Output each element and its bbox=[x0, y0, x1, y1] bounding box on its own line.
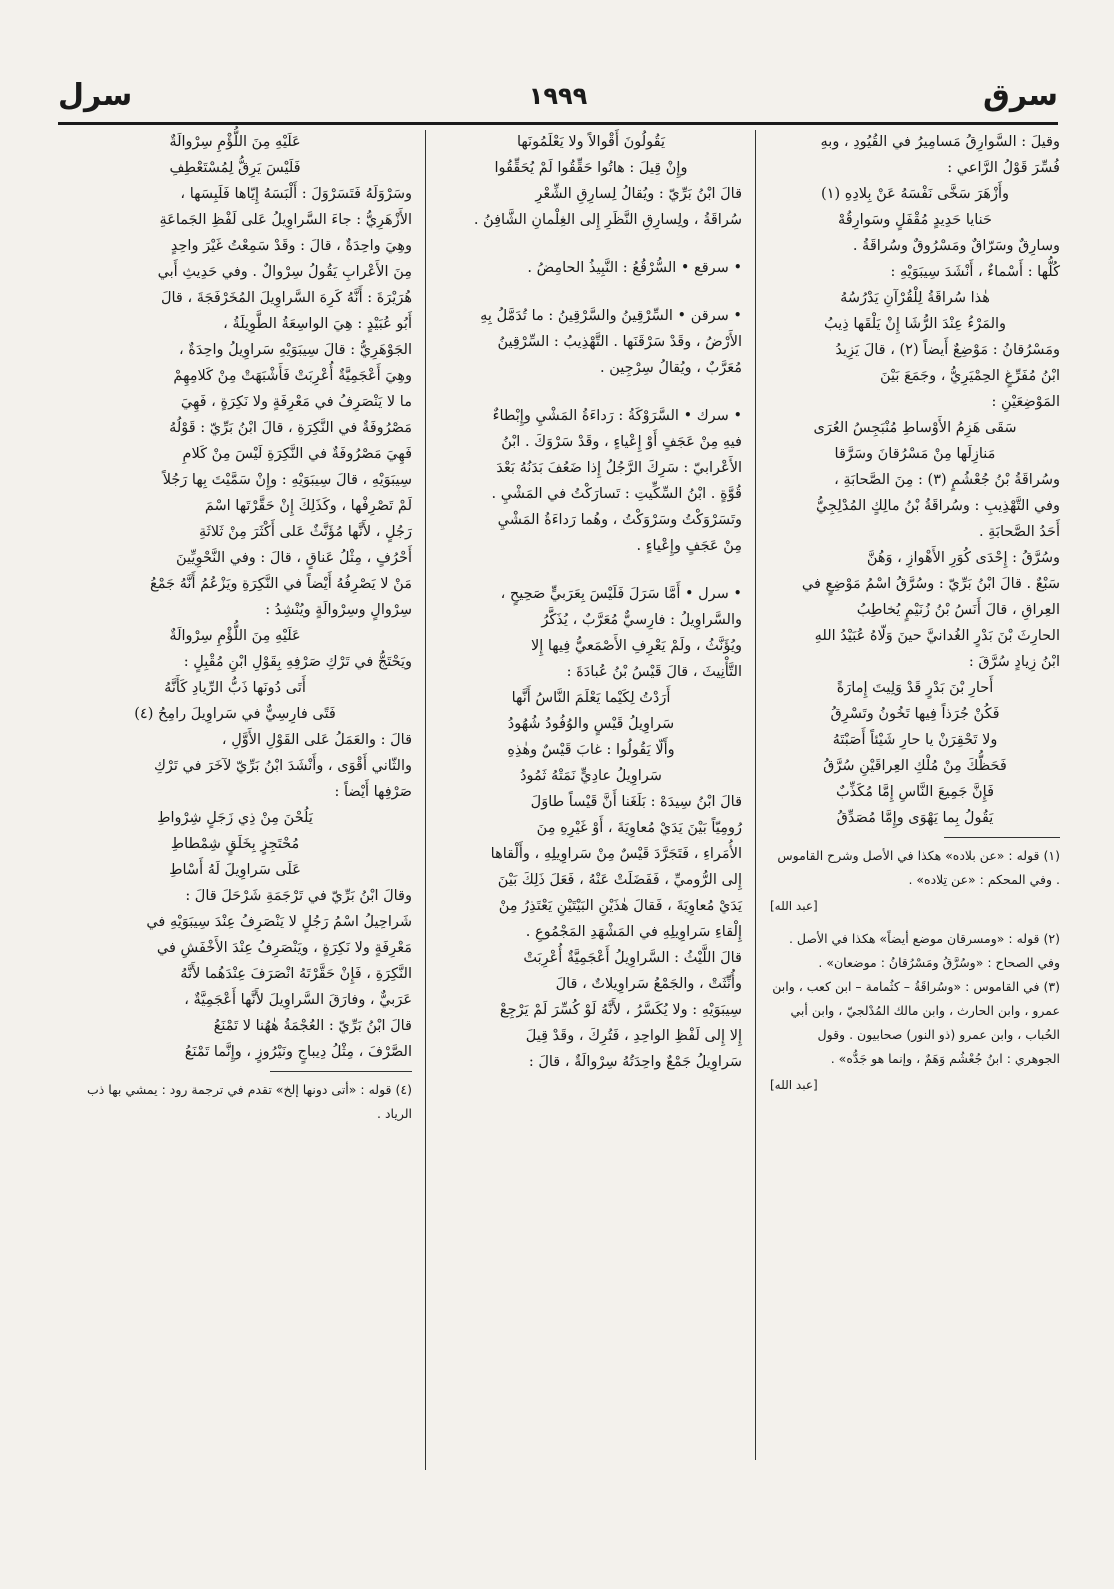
footnote: (٢) قوله : «ومسرقان موضع أيضاً» هكذا في الأصل . وفي الصحاح : «وسُرَّقُ ومَسْرُقانُ : موضعان» . bbox=[788, 931, 1060, 970]
verse-line: مَنازِلَها مِنْ مَسْرُقانَ وسَرَّقا bbox=[834, 446, 996, 462]
running-header bbox=[58, 78, 1058, 118]
text-line: رُومِيّاً بَيْنَ يَدَيْ مُعاوِيَةَ ، أَوْ غَيْرِهِ مِنَ bbox=[536, 820, 742, 836]
text-line: وأُنِّثَتْ ، والجَمْعُ سَراوِيلاتٌ ، قالَ bbox=[555, 976, 742, 992]
verse-line: يَلُحْنَ مِنْ ذِي زَجَلٍ شِرْواطِ bbox=[157, 810, 313, 826]
verse-line: سَراوِيلُ عادِيٍّ نَمَتْهُ ثَمُودُ bbox=[520, 768, 662, 784]
verse-line: فَإِنَّ جَمِيعَ النَّاسِ إِمَّا مُكَذِّبٌ bbox=[835, 784, 995, 800]
text-line: قالَ ابْنُ بَرِّيّ : ويُقالُ لِسارِقِ الشِّعْرِ bbox=[535, 186, 742, 202]
text-line: وسُراقَةُ بْنُ جُعْشُمٍ (٣) : مِنَ الصَّحابَةِ ، bbox=[834, 472, 1060, 488]
text-line: وسُرَّقُ : إِحْدَى كُوَرِ الأَهْوازِ ، وَهُنَّ bbox=[866, 550, 1060, 566]
text-line: • سرل • أَمَّا سَرَلَ فَلَيْسَ بِعَرَبيٍّ صَحِيحٍ ، bbox=[500, 586, 742, 602]
text-line: سَبْعٌ . قالَ ابْنُ بَرِّيّ : وسُرَّقُ اسْمُ مَوْضِعٍ في bbox=[801, 576, 1060, 592]
text-line: العِراقِ ، قالَ أَنَسُ بْنُ زُنَيْمٍ يُخاطِبُ bbox=[856, 602, 1060, 618]
verse-line: فَكُنْ جُرَذاً فِيها تَخُونُ وتَسْرِقُ bbox=[830, 706, 1000, 722]
column-left bbox=[58, 130, 412, 1510]
text-line: والسَّراوِيلُ : فارِسيٌّ مُعَرَّبٌ ، يُذَكَّرُ bbox=[541, 612, 742, 628]
text-line: • سرقن • السِّرْقِينُ والسَّرْقِينُ : ما تُدَمَّلُ بِهِ bbox=[480, 308, 742, 324]
footnote: (٣) في القاموس : «وسُراقَةُ – كثُمامة – ابن كعب ، وابن عمرو ، وابن الحارث ، وابن مالك المُدْلجيّ ، وابن أبي الحُباب ، وابن عمرو (ذو النور) صحابيون . وقول الجوهري : ابنُ جُعْشُم وَهَمٌ ، وإنما هو جَدُّه» . bbox=[772, 979, 1060, 1066]
text-line: وفي التَّهْذِيبِ : وسُراقَةُ بْنُ مالِكٍ المُدْلِجِيُّ bbox=[815, 498, 1060, 514]
text-line: ومَسْرُقانُ : مَوْضِعٌ أَيضاً (٢) ، قالَ يَزِيدُ bbox=[835, 342, 1060, 358]
text-line: قالَ اللَّيْثُ : السَّراوِيلُ أَعْجَمِيَّةٌ أُعْرِبَتْ bbox=[523, 950, 742, 966]
verse-line: هٰذا سُراقَةُ لِلْقُرْآنِ يَدْرُسُهُ bbox=[840, 290, 990, 306]
column-divider bbox=[755, 130, 756, 1460]
text-line: مُعَرَّبٌ ، ويُقالُ سِرْجِين . bbox=[600, 360, 742, 376]
footnote-rule bbox=[270, 1071, 412, 1072]
column-right-footnotes bbox=[770, 844, 1060, 1098]
verse-line: أَتَى دُونَها ذَبُّ الرِّيادِ كَأَنَّهُ bbox=[164, 680, 306, 696]
verse-line: سَراوِيلُ قَيْسٍ والوُفُودُ شُهُودُ bbox=[507, 716, 675, 732]
text-line: الحارِثَ بْنَ بَدْرٍ الغُدانيَّ حينَ وَلّاهُ عُبَيْدُ اللهِ bbox=[814, 628, 1060, 644]
verse-line: وأَلّا يَقُولُوا : غابَ قَيْسٌ وهٰذِهِ bbox=[507, 742, 675, 758]
text-line: إِلى الرُّوميِّ ، فَفَضَلَتْ عَنْهُ ، فَعَلَ ذَلِكَ بَيْنَ bbox=[497, 872, 742, 888]
page-number: ١٩٩٩ bbox=[528, 82, 588, 110]
text-line: أَحَدُ الصَّحابَةِ . bbox=[978, 524, 1060, 540]
footnote-rule bbox=[944, 837, 1060, 838]
verse-line: وأَزْهَرَ سَخَّى نَفْسَهُ عَنْ بِلادِهِ (١) bbox=[821, 186, 1009, 202]
verse-line: أَحارِ بْنَ بَدْرٍ قَدْ وَلِيتَ إِمارَةً bbox=[836, 680, 994, 696]
text-line: الأُمَراءِ ، فَتَجَرَّدَ قَيْسٌ مِنْ سَراوِيلِهِ ، وأَلْقاها bbox=[490, 846, 742, 862]
text-line: أَحْرُفٍ ، مِثْلُ عَناقٍ ، قالَ : وفي النَّحْوِيِّينَ bbox=[176, 550, 412, 566]
text-line: وهِيَ واحِدَةٌ ، قالَ : وقَدْ سَمِعْتُ غَيْرَ واحِدٍ bbox=[170, 238, 412, 254]
footnote: (٤) قوله : «أتى دونها إلخ» تقدم في ترجمة رود : يمشي بها ذب الرياد . bbox=[86, 1082, 412, 1121]
text-line: فُسِّرَ قَوْلُ الرَّاعي : bbox=[947, 160, 1060, 176]
text-line: قالَ ابْنُ بَرِّيّ : العُجْمَةُ هٰهُنا لا تَمْنَعُ bbox=[213, 1018, 412, 1034]
text-line: قالَ ابْنُ سِيدَهْ : بَلَغَنا أَنَّ قَيْساً طاوَلَ bbox=[530, 794, 742, 810]
text-line: الأَرْضُ ، وقَدْ سَرْقَنَها . التَّهْذِيبُ : السِّرْقِينُ bbox=[497, 334, 742, 350]
text-line: إِلا إِلى لَفْظِ الواحِدِ ، فَتُرِكَ ، وقَدْ قِيلَ bbox=[525, 1028, 742, 1044]
text-line: وهِيَ أَعْجَمِيَّةٌ أُعْرِبَتْ فَأَشْبَهَتْ مِنْ كَلامِهِمْ bbox=[173, 368, 412, 384]
column-right bbox=[770, 130, 1060, 1480]
text-line: سِيبَوَيْهِ ، قالَ سِيبَوَيْهِ : وإِنْ سَمَّيْتَ بِها رَجُلاً bbox=[162, 472, 412, 488]
text-line: سُراقَةُ ، ولِسارِقِ النَّظَرِ إِلى الغِلْمانِ الشَّافِنُ . bbox=[473, 212, 742, 228]
text-line: فيهِ مِنْ عَجَفٍ أَوْ إِعْياءٍ ، وقَدْ سَرْوَكَ . ابْنُ bbox=[501, 434, 742, 450]
verse-line: يَقُولُونَ أَقْوالاً ولا يَعْلَمُونَها bbox=[516, 134, 666, 150]
text-line: سَراوِيلُ جَمْعٌ واحِدَتُهُ سِرْوالَةٌ ، قالَ : bbox=[528, 1054, 742, 1070]
text-line: رَجُلٍ ، لأَنَّها مُؤَنَّثٌ عَلى أَكْثَرَ مِنْ ثَلاثَةِ bbox=[199, 524, 412, 540]
column-left-text bbox=[58, 130, 412, 1065]
text-line: الصَّرْفَ ، مِثْلُ دِيباجٍ ونَيْرُوزٍ ، وإِنَّما تَمْنَعُ bbox=[184, 1044, 412, 1060]
column-divider bbox=[425, 130, 426, 1470]
text-line: مَعْرِفَةٍ ولا نَكِرَةٍ ، ويَنْصَرِفُ عِنْدَ الأَخْفَشِ في bbox=[156, 940, 412, 956]
text-line: وسارِقٌ وسَرّاقٌ ومَسْرُوقٌ وسُراقَةُ . bbox=[852, 238, 1060, 254]
text-line: سِرْوالٍ وسِرْوالَةٍ ويُنْشِدُ : bbox=[265, 602, 412, 618]
text-line: مَصْرُوفَةٌ في النَّكِرَةِ ، قالَ ابْنُ بَرِّيّ : قَوْلُهُ bbox=[169, 420, 412, 436]
entry-gap bbox=[440, 560, 742, 582]
entry-gap bbox=[440, 282, 742, 304]
text-line: يَدَيْ مُعاوِيَةَ ، فَقالَ هٰذَيْنِ البَيْتَيْنِ يَعْتَذِرُ مِنْ bbox=[498, 898, 742, 914]
text-line: ما لا يَنْصَرِفُ في مَعْرِفَةٍ ولا نَكِرَةٍ ، فَهِيَ bbox=[180, 394, 412, 410]
verse-line: سَقَى هَزِمُ الأَوْساطِ مُنْبَجِسُ العُرَى bbox=[813, 420, 1017, 436]
header-left-word: سرل bbox=[58, 78, 133, 113]
text-line: الجَوْهَرِيُّ : قالَ سِيبَوَيْهِ سَراوِيلُ واحِدَةٌ ، bbox=[179, 342, 412, 358]
header-rule bbox=[58, 122, 1058, 125]
text-line: شَراحِيلُ اسْمُ رَجُلٍ لا يَنْصَرِفُ عِنْدَ سِيبَوَيْهِ في bbox=[146, 914, 412, 930]
text-line: أَبُو عُبَيْدٍ : هِيَ الواسِعَةُ الطَّوِيلَةُ ، bbox=[223, 316, 412, 332]
text-line: الأَزْهَرِيُّ : جاءَ السَّراوِيلُ عَلى لَفْظِ الجَماعَةِ bbox=[159, 212, 412, 228]
verse-line: ولا تَحْقِرَنْ يا حارِ شَيْئاً أَصَبْتَهُ bbox=[832, 732, 998, 748]
text-line: • سرك • السَّرَوْكَةُ : رَداءَةُ المَشْيِ وإِبْطاءٌ bbox=[492, 408, 742, 424]
verse-line: عَلَيْهِ مِنَ اللُّؤْمِ سِرْوالَةٌ bbox=[169, 628, 301, 644]
verse-line: فَلَيْسَ يَرِقُّ لِمُسْتَعْطِفِ bbox=[169, 160, 301, 176]
verse-line: وإِنْ قِيلَ : هاتُوا حَقِّقُوا لَمْ يُحَقِّقُوا bbox=[494, 160, 688, 176]
verse-line: فَتًى فارِسِيٌّ في سَراوِيلَ رامِحُ (٤) bbox=[134, 706, 336, 722]
verse-line: حَنايا حَدِيدٍ مُقْفَلٍ وسَوارِقُهْ bbox=[837, 212, 993, 228]
column-middle bbox=[440, 130, 742, 1510]
header-right-word: سرق bbox=[983, 78, 1058, 113]
text-line: مِنْ عَجَفٍ وإِعْياءٍ . bbox=[636, 538, 742, 554]
text-line: فَهِيَ مَصْرُوفَةٌ في النَّكِرَةِ لَيْسَ مِنْ كَلامِ bbox=[182, 446, 412, 462]
verse-line: عَلَى سَراوِيلَ لَهُ أَسْاطِ bbox=[169, 862, 301, 878]
text-line: قُوَّةٍ . ابْنُ السِّكِّيتِ : تَسارَكْتُ في المَشْيِ . bbox=[491, 486, 742, 502]
text-line: هُرَيْرَةَ : أَنَّهُ كَرِهَ السَّراوِيلَ المُخَرْفَجَةَ ، قالَ bbox=[160, 290, 412, 306]
text-line: لَمْ تَصْرِفْها ، وكَذَلِكَ إِنْ حَقَّرْتَها اسْمَ bbox=[204, 498, 412, 514]
column-right-text bbox=[770, 130, 1060, 831]
verse-line: والمَرْءُ عِنْدَ الرُّشَا إِنْ يَلْقَها ذِيبُ bbox=[823, 316, 1007, 332]
text-line: سِيبَوَيْهِ : ولا يُكَسَّرُ ، لأَنَّهُ لَوْ كُسِّرَ لَمْ يَرْجِعْ bbox=[499, 1002, 742, 1018]
text-line: صَرْفِها أَيْضاً : bbox=[334, 784, 412, 800]
text-line: المَوْضِعَيْنِ : bbox=[991, 394, 1060, 410]
verse-line: مُحْتَجِزٍ بِخَلَقٍ شِمْطاطِ bbox=[170, 836, 300, 852]
text-line: عَرَبيٌّ ، وفارَقَ السَّراوِيلَ لأَنَّها أَعْجَمِيَّةٌ ، bbox=[184, 992, 412, 1008]
text-line: وسَرْوَلَهُ فَتَسَرْوَلَ : أَلْبَسَهُ إِيّاها فَلَبِسَها ، bbox=[180, 186, 412, 202]
entry-gap bbox=[440, 234, 742, 256]
text-line: مِنَ الأَعْرابِ يَقُولُ سِرْوالٌ . وفي حَدِيثِ أَبي bbox=[157, 264, 412, 280]
text-line: ويُؤَنَّثُ ، ولَمْ يَعْرِفِ الأَصْمَعيُّ فِيها إِلا bbox=[530, 638, 742, 654]
entry-gap bbox=[440, 382, 742, 404]
footnote: (١) قوله : «عن بلاده» هكذا في الأصل وشرح القاموس . وفي المحكم : «عن تِلاده» . bbox=[777, 848, 1060, 887]
text-line: ويَحْتَجُّ في تَرْكِ صَرْفِهِ بِقَوْلِ ابْنِ مُقْبِلٍ : bbox=[183, 654, 412, 670]
text-line: ابْنُ زِيادٍ سُرَّقَ : bbox=[968, 654, 1060, 670]
text-line: وتَسَرْوَكْتُ وسَرْوَكْتُ ، وهُما رَداءَةُ المَشْيِ bbox=[497, 512, 742, 528]
text-line: التَّأْنِيثَ ، قالَ قَيْسُ بْنُ عُبادَةَ : bbox=[566, 664, 742, 680]
text-line: كُلُّها : أَسْماءٌ ، أَنْشَدَ سِيبَوَيْهِ : bbox=[890, 264, 1060, 280]
text-line: والثّاني أَقْوَى ، وأَنْشَدَ ابْنُ بَرِّيّ لآخَرَ في تَرْكِ bbox=[153, 758, 412, 774]
text-line: الأَعْرابيّ : سَرِكَ الرَّجُلُ إِذا ضَعُفَ بَدَنُهُ بَعْدَ bbox=[496, 460, 742, 476]
text-line: قالَ : والعَمَلُ عَلى القَوْلِ الأَوَّلِ ، bbox=[221, 732, 412, 748]
text-line: وقيلَ : السَّوارِقُ مَسامِيرُ في القُيُودِ ، وبهِ bbox=[820, 134, 1060, 150]
text-line: مَنْ لا يَصْرِفُهُ أَيْضاً في النَّكِرَةِ ويَزْعُمُ أَنَّهُ جَمْعُ bbox=[149, 576, 412, 592]
column-middle-text bbox=[440, 130, 742, 1075]
verse-line: عَلَيْهِ مِنَ اللُّؤْمِ سِرْوالَةٌ bbox=[169, 134, 301, 150]
text-line: إِلْقاءِ سَراوِيلِهِ في المَشْهَدِ المَجْمُوعِ . bbox=[525, 924, 742, 940]
text-line: النَّكِرَةِ ، فَإِنْ حَقَّرْتَهُ انْصَرَفَ عِنْدَهُما لأَنَّهُ bbox=[180, 966, 412, 982]
text-line: • سرقع • السُّرْقُعُ : النَّبِيذُ الحامِضُ . bbox=[527, 260, 742, 276]
verse-line: أَرَدْتُ لِكَيْما يَعْلَمَ النَّاسُ أَنَّها bbox=[511, 690, 671, 706]
column-left-footnotes bbox=[58, 1078, 412, 1126]
editor-signature: [عبد الله] bbox=[770, 899, 818, 913]
editor-signature: [عبد الله] bbox=[770, 1078, 818, 1092]
text-line: وقالَ ابْنُ بَرِّيّ في تَرْجَمَةِ شَرْحَلَ قالَ : bbox=[185, 888, 412, 904]
text-line: ابْنُ مُفَرِّغٍ الحِمْيَرِيُّ ، وجَمَعَ بَيْنَ bbox=[879, 368, 1060, 384]
verse-line: يَقُولُ بِما يَهْوَى وإِمَّا مُصَدِّقُ bbox=[836, 810, 994, 826]
verse-line: فَحَظُّكَ مِنْ مُلْكِ العِراقَيْنِ سُرَّقُ bbox=[823, 758, 1007, 774]
